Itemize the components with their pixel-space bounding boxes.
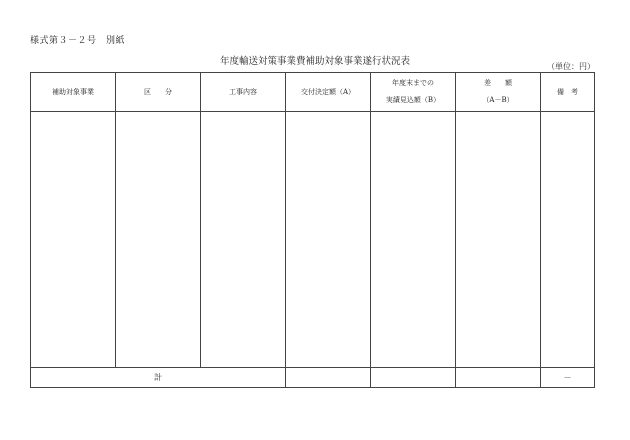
header-cell-remarks: 備 考 [541,73,595,112]
body-cell-expected-amount[interactable] [371,112,456,368]
total-expected-amount[interactable] [371,368,456,388]
body-cell-grant-amount[interactable] [286,112,371,368]
progress-table [30,72,595,388]
header-cell-work: 工事内容 [201,73,286,112]
form-number: 様式第３－２号 別紙 [30,36,126,46]
header-cell-expected-amount: 年度末までの 実績見込額（B） [371,73,456,112]
body-cell-project[interactable] [31,112,116,368]
unit-label: （単位：円） [547,62,595,71]
total-row [31,368,595,388]
header-row [31,73,595,112]
header-cell-project: 補助対象事業 [31,73,116,112]
document-title: 年度輸送対策事業費補助対象事業遂行状況表 [219,56,410,67]
header-cell-grant-amount: 交付決定額（A） [286,73,371,112]
body-cell-category[interactable] [116,112,201,368]
body-cell-difference[interactable] [456,112,541,368]
table-row [31,112,595,368]
header-cell-difference: 差 額 （A－B） [456,73,541,112]
total-label: 計 [31,368,286,388]
total-difference[interactable] [456,368,541,388]
total-grant-amount[interactable] [286,368,371,388]
body-cell-remarks[interactable] [541,112,595,368]
total-remarks: － [541,368,595,388]
body-cell-work[interactable] [201,112,286,368]
header-cell-category: 区 分 [116,73,201,112]
